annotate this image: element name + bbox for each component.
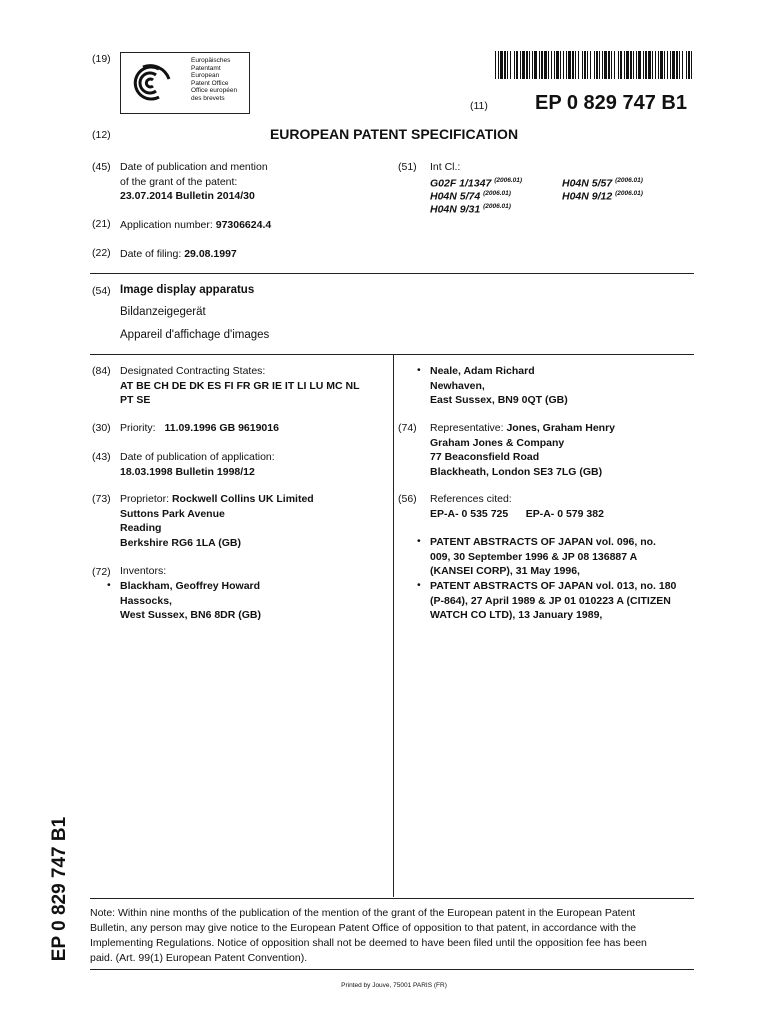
barcode-bar — [594, 51, 595, 79]
inid-22: (22) — [92, 247, 111, 259]
designated-states-label: Designated Contracting States: — [120, 365, 266, 377]
reference-npl-2-line3: WATCH CO LTD), 13 January 1989, — [430, 609, 603, 621]
ipc-code-text: H04N 5/74 — [430, 190, 481, 203]
ipc-code-4 — [430, 200, 511, 217]
opposition-note — [90, 906, 696, 966]
reference-npl-1-line3: (KANSEI CORP), 31 May 1996, — [430, 565, 580, 577]
barcode-bar — [566, 51, 567, 79]
references-cited-label: References cited: — [430, 493, 512, 505]
barcode-bar — [572, 51, 574, 79]
office-name-en-2: Patent Office — [191, 79, 229, 87]
column-divider — [393, 355, 394, 897]
reference-npl-1-line1: PATENT ABSTRACTS OF JAPAN vol. 096, no. — [430, 536, 656, 548]
application-number-label: Application number: — [120, 219, 213, 231]
barcode-bar — [602, 51, 603, 79]
barcode-bar — [510, 51, 511, 79]
inid-54: (54) — [92, 285, 111, 297]
ipc-code-text: H04N 9/31 — [430, 203, 481, 216]
inid-12: (12) — [92, 129, 111, 141]
representative-label: Representative: — [430, 422, 504, 434]
proprietor-address-3: Berkshire RG6 1LA (GB) — [120, 536, 241, 549]
inventor-2-address-1: Newhaven, — [430, 379, 485, 392]
application-publication-value: 18.03.1998 Bulletin 1998/12 — [120, 465, 255, 478]
barcode-bar — [590, 51, 591, 79]
barcode-bar — [529, 51, 530, 79]
representative-name: Jones, Graham Henry — [506, 422, 616, 434]
inventor-2 — [430, 364, 568, 408]
note-line-4: paid. (Art. 99(1) European Patent Convention). — [90, 952, 308, 964]
inventor-2-name: Neale, Adam Richard — [430, 365, 535, 377]
ipc-version: (2006.01) — [483, 190, 511, 197]
barcode-bar — [568, 51, 571, 79]
inid-45: (45) — [92, 161, 111, 173]
barcode-bar — [626, 51, 629, 79]
ipc-code-3 — [562, 187, 643, 204]
barcode-bar — [670, 51, 671, 79]
barcode-bar — [560, 51, 561, 79]
barcode-bar — [541, 51, 543, 79]
priority — [120, 421, 279, 436]
references-cited — [430, 492, 604, 521]
bullet-icon: • — [417, 364, 421, 376]
reference-npl-1 — [430, 535, 656, 579]
inid-73: (73) — [92, 493, 111, 505]
note-line-3: Implementing Regulations. Notice of opposition shall not be deemed to have been filed until the opposition fee has been — [90, 937, 647, 949]
application-number-value: 97306624.4 — [215, 219, 272, 231]
proprietor-label: Proprietor: — [120, 493, 170, 505]
barcode-bar — [556, 51, 559, 79]
printer-footer: Printed by Jouve, 75001 PARIS (FR) — [341, 982, 447, 989]
barcode-bar — [652, 51, 653, 79]
document-type: EUROPEAN PATENT SPECIFICATION — [269, 126, 519, 142]
bullet-icon: • — [417, 579, 421, 591]
inid-11: (11) — [470, 100, 488, 112]
barcode-bar — [539, 51, 540, 79]
barcode-bar — [495, 51, 496, 79]
barcode-bar — [611, 51, 612, 79]
barcode-bar — [584, 51, 586, 79]
inventor-2-address-2: East Sussex, BN9 0QT (GB) — [430, 394, 568, 406]
priority-label: Priority: — [120, 422, 156, 434]
divider-4 — [90, 969, 694, 970]
inid-30: (30) — [92, 422, 111, 434]
barcode-bar — [630, 51, 632, 79]
barcode-bar — [500, 51, 503, 79]
barcode-bar — [624, 51, 625, 79]
designated-states-line2: PT SE — [120, 394, 151, 406]
barcode-bar — [534, 51, 537, 79]
grant-date-label-2: of the grant of the patent: — [120, 175, 238, 188]
representative-address-2: 77 Beaconsfield Road — [430, 451, 540, 463]
barcode-bar — [614, 51, 615, 79]
inventor-1 — [120, 579, 261, 623]
reference-npl-2-line1: PATENT ABSTRACTS OF JAPAN vol. 013, no. 180 — [430, 580, 677, 592]
inventor-1-name: Blackham, Geoffrey Howard — [120, 580, 261, 592]
reference-npl-2 — [430, 579, 676, 623]
barcode-bar — [575, 51, 576, 79]
priority-value: 11.09.1996 GB 9619016 — [164, 422, 279, 434]
barcode-bar — [582, 51, 583, 79]
barcode-bar — [520, 51, 521, 79]
barcode-bar — [648, 51, 651, 79]
grant-date-value: 23.07.2014 Bulletin 2014/30 — [120, 190, 255, 202]
office-name-de-2: Patentamt — [191, 64, 221, 72]
ipc-code-text: G02F 1/1347 — [430, 177, 492, 190]
office-name-block — [191, 57, 237, 103]
inid-51: (51) — [398, 161, 417, 173]
proprietor-address-2: Reading — [120, 522, 162, 534]
reference-npl-1-line2: 009, 30 September 1996 & JP 08 136887 A — [430, 550, 638, 563]
barcode-bar — [554, 51, 555, 79]
inventor-1-address-1: Hassocks, — [120, 594, 172, 607]
epo-logo-box — [120, 52, 250, 114]
epo-logo-icon — [129, 59, 177, 107]
barcode-bar — [638, 51, 641, 79]
inid-43: (43) — [92, 451, 111, 463]
barcode-bar — [522, 51, 525, 79]
barcode-bar — [532, 51, 533, 79]
barcode-bar — [516, 51, 518, 79]
barcode-bar — [599, 51, 600, 79]
barcode-bar — [686, 51, 687, 79]
barcode-bar — [504, 51, 506, 79]
barcode-bar — [633, 51, 634, 79]
designated-states-line1: AT BE CH DE DK ES FI FR GR IE IT LI LU MC NL — [120, 379, 360, 392]
barcode-bar — [676, 51, 678, 79]
office-name-en: European — [191, 72, 220, 80]
barcode-bar — [526, 51, 528, 79]
office-name-fr-2: des brevets — [191, 94, 225, 102]
barcode-bar — [672, 51, 675, 79]
barcode-bar — [620, 51, 622, 79]
inid-84: (84) — [92, 365, 111, 377]
barcode-bar — [682, 51, 683, 79]
proprietor — [120, 492, 314, 550]
ipc-version: (2006.01) — [615, 177, 643, 184]
ipc-version: (2006.01) — [494, 177, 523, 184]
barcode-bar — [498, 51, 499, 79]
reference-npl-2-line2: (P-864), 27 April 1989 & JP 01 010223 A (CITIZEN — [430, 594, 671, 607]
barcode-bar — [608, 51, 610, 79]
grant-date-label-1: Date of publication and mention — [120, 161, 268, 173]
barcode-bar — [667, 51, 668, 79]
representative-address-1: Graham Jones & Company — [430, 436, 565, 449]
office-name-de: Europäisches — [191, 57, 231, 64]
references-ep: EP-A- 0 535 725 EP-A- 0 579 382 — [430, 507, 604, 520]
divider-3 — [90, 898, 694, 899]
representative — [430, 421, 615, 479]
inid-72: (72) — [92, 566, 111, 578]
grant-date-block — [120, 160, 268, 204]
ipc-code-text: H04N 5/57 — [562, 177, 613, 190]
barcode-bar — [664, 51, 665, 79]
barcode — [495, 51, 693, 79]
barcode-bar — [655, 51, 656, 79]
divider-2 — [90, 354, 694, 355]
barcode-bar — [587, 51, 588, 79]
barcode-bar — [548, 51, 549, 79]
application-number — [120, 218, 271, 233]
title-fr: Appareil d'affichage d'images — [120, 329, 270, 341]
filing-date — [120, 247, 237, 262]
barcode-bar — [507, 51, 508, 79]
barcode-bar — [544, 51, 547, 79]
barcode-bar — [596, 51, 598, 79]
barcode-bar — [645, 51, 647, 79]
barcode-bar — [551, 51, 552, 79]
inid-56: (56) — [398, 493, 417, 505]
ipc-version: (2006.01) — [483, 203, 511, 210]
note-line-1: Note: Within nine months of the publication of the mention of the grant of the European patent in the European Patent — [90, 907, 636, 919]
inventor-1-address-2: West Sussex, BN6 8DR (GB) — [120, 609, 262, 621]
ipc-version: (2006.01) — [615, 190, 643, 197]
barcode-bar — [578, 51, 579, 79]
barcode-bar — [563, 51, 564, 79]
inid-74: (74) — [398, 422, 417, 434]
application-publication — [120, 450, 275, 479]
inid-19: (19) — [92, 53, 111, 65]
title-en: Image display apparatus — [120, 284, 255, 296]
title-de: Bildanzeigegerät — [120, 306, 206, 318]
barcode-bar — [636, 51, 637, 79]
filing-date-value: 29.08.1997 — [184, 248, 237, 260]
barcode-bar — [643, 51, 644, 79]
note-line-2: Bulletin, any person may give notice to the European Patent Office of opposition to that patent, in accordance with the — [90, 922, 637, 934]
proprietor-name: Rockwell Collins UK Limited — [171, 493, 314, 505]
publication-number: EP 0 829 747 B1 — [535, 92, 687, 114]
int-cl-label: Int Cl.: — [430, 161, 461, 173]
barcode-bar — [691, 51, 692, 79]
proprietor-address-1: Suttons Park Avenue — [120, 507, 225, 520]
designated-states — [120, 364, 360, 408]
barcode-bar — [514, 51, 515, 79]
barcode-bar — [658, 51, 659, 79]
filing-date-label: Date of filing: — [120, 248, 182, 260]
ipc-code-text: H04N 9/12 — [562, 190, 613, 203]
barcode-bar — [604, 51, 607, 79]
representative-address-3: Blackheath, London SE3 7LG (GB) — [430, 465, 603, 478]
side-publication-number: EP 0 829 747 B1 — [49, 816, 70, 962]
application-publication-label: Date of publication of application: — [120, 451, 275, 463]
office-name-fr: Office européen — [191, 87, 238, 95]
inventors-label: Inventors: — [120, 565, 167, 577]
bullet-icon: • — [107, 579, 111, 591]
inid-21: (21) — [92, 218, 111, 230]
barcode-bar — [660, 51, 663, 79]
barcode-bar — [679, 51, 680, 79]
bullet-icon: • — [417, 535, 421, 547]
barcode-bar — [618, 51, 619, 79]
divider-1 — [90, 273, 694, 274]
barcode-bar — [688, 51, 690, 79]
